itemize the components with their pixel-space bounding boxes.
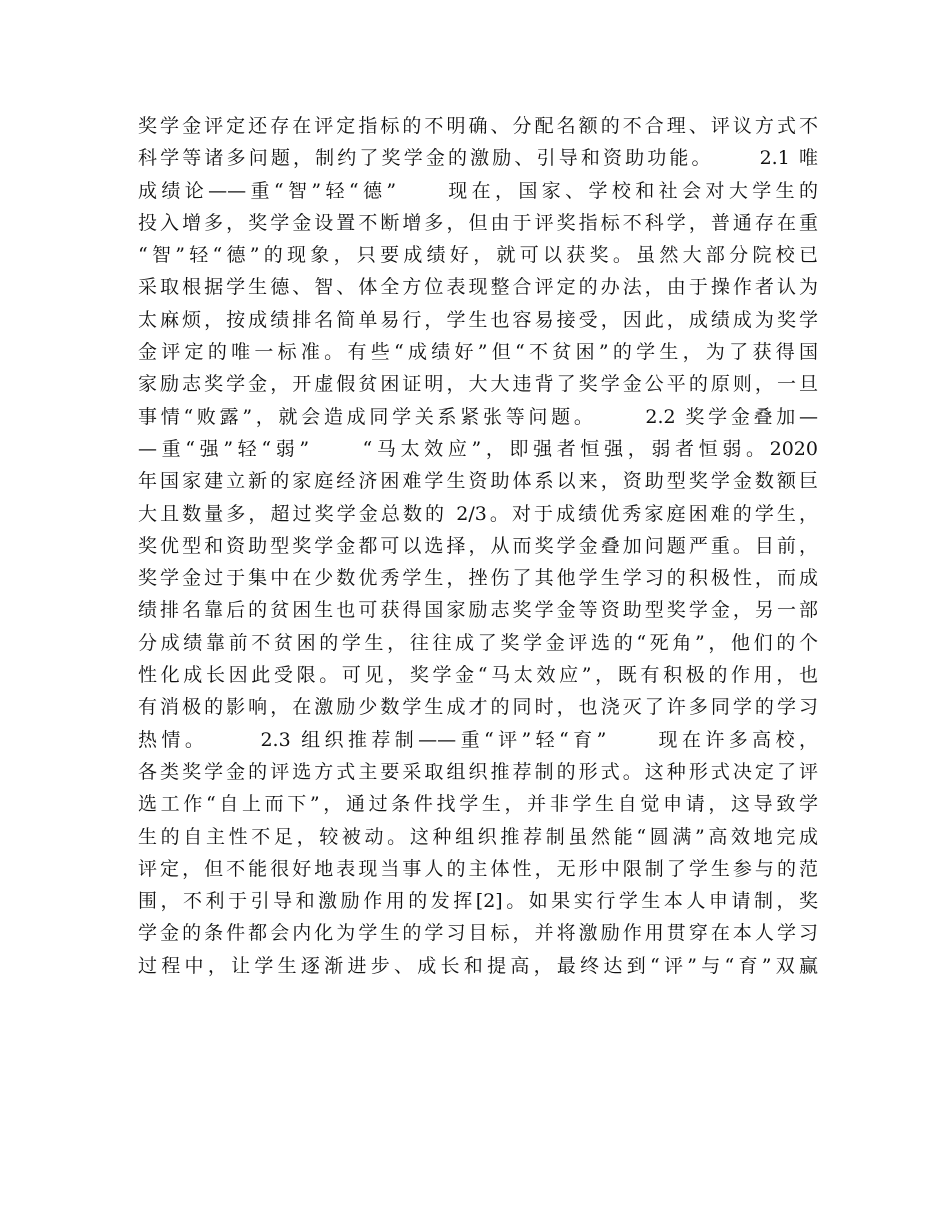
text-line-10: 事情“败露”，就会造成同学关系紧张等问题。 2.2 奖学金叠加—: [138, 405, 818, 428]
text-line-20: 热情。 2.3 组织推荐制——重“评”轻“育” 现在许多高校，: [138, 728, 818, 751]
text-line-4: 投入增多，奖学金设置不断增多，但由于评奖指标不科学，普通存在重: [138, 211, 818, 234]
text-line-19: 有消极的影响，在激励少数学生成才的同时，也浇灭了许多同学的学习: [138, 696, 818, 719]
text-line-21: 各类奖学金的评选方式主要采取组织推荐制的形式。这种形式决定了评: [138, 760, 818, 783]
body-text: [138, 110, 818, 982]
text-line-15: 奖学金过于集中在少数优秀学生，挫伤了其他学生学习的积极性，而成: [138, 567, 818, 590]
text-line-24: 评定，但不能很好地表现当事人的主体性，无形中限制了学生参与的范: [138, 857, 818, 880]
text-line-16: 绩排名靠后的贫困生也可获得国家励志奖学金等资助型奖学金，另一部: [138, 599, 818, 622]
text-line-6: 采取根据学生德、智、体全方位表现整合评定的办法，由于操作者认为: [138, 276, 818, 299]
text-line-8: 金评定的唯一标准。有些“成绩好”但“不贫困”的学生，为了获得国: [138, 341, 818, 364]
text-line-23: 生的自主性不足，较被动。这种组织推荐制虽然能“圆满”高效地完成: [138, 825, 818, 848]
text-line-11: —重“强”轻“弱” “马太效应”，即强者恒强，弱者恒弱。2020: [138, 437, 818, 460]
text-line-27: 过程中，让学生逐渐进步、成长和提高，最终达到“评”与“育”双赢: [138, 954, 818, 977]
text-line-7: 太麻烦，按成绩排名简单易行，学生也容易接受，因此，成绩成为奖学: [138, 308, 818, 331]
text-line-3: 成绩论——重“智”轻“德” 现在，国家、学校和社会对大学生的: [138, 179, 818, 202]
text-line-22: 选工作“自上而下”，通过条件找学生，并非学生自觉申请，这导致学: [138, 793, 818, 816]
text-line-5: “智”轻“德”的现象，只要成绩好，就可以获奖。虽然大部分院校已: [138, 244, 818, 267]
text-line-14: 奖优型和资助型奖学金都可以选择，从而奖学金叠加问题严重。目前，: [138, 534, 818, 557]
text-line-2: 科学等诸多问题，制约了奖学金的激励、引导和资助功能。 2.1 唯: [138, 147, 818, 170]
text-line-9: 家励志奖学金，开虚假贫困证明，大大违背了奖学金公平的原则，一旦: [138, 373, 818, 396]
text-line-25: 围，不利于引导和激励作用的发挥[2]。如果实行学生本人申请制，奖: [138, 890, 818, 913]
text-line-17: 分成绩靠前不贫困的学生，往往成了奖学金评选的“死角”，他们的个: [138, 631, 818, 654]
text-line-13: 大且数量多，超过奖学金总数的 2/3。对于成绩优秀家庭困难的学生，: [138, 502, 818, 525]
text-line-1: 奖学金评定还存在评定指标的不明确、分配名额的不合理、评议方式不: [138, 115, 818, 137]
text-line-18: 性化成长因此受限。可见，奖学金“马太效应”，既有积极的作用，也: [138, 664, 818, 687]
text-line-26: 学金的条件都会内化为学生的学习目标，并将激励作用贯穿在本人学习: [138, 922, 818, 945]
text-line-12: 年国家建立新的家庭经济困难学生资助体系以来，资助型奖学金数额巨: [138, 470, 818, 493]
